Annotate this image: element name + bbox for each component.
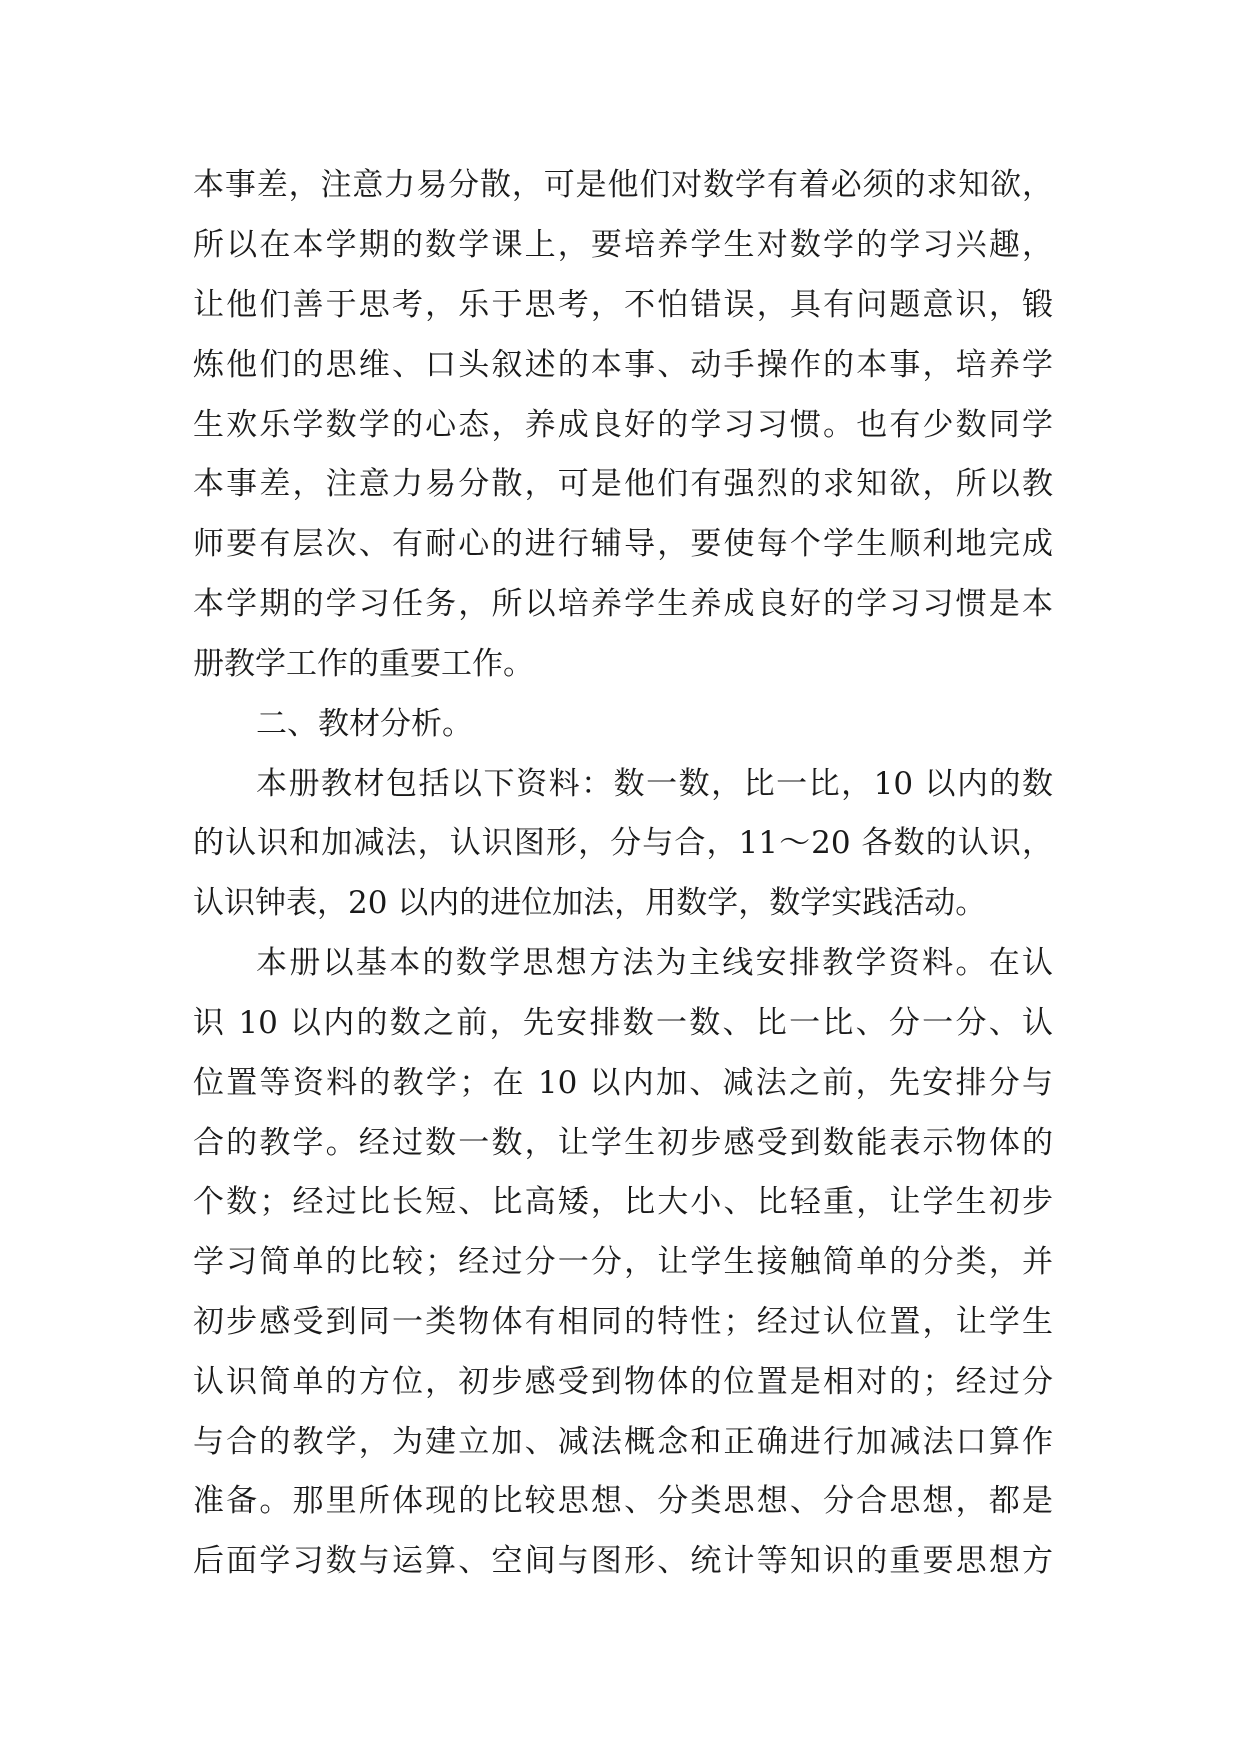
text-line: 所以在本学期的数学课上，要培养学生对数学的学习兴趣，	[193, 227, 1053, 263]
text-line: 后面学习数与运算、空间与图形、统计等知识的重要思想方	[193, 1543, 1053, 1579]
section-heading: 二、教材分析。	[256, 706, 473, 742]
text-line: 让他们善于思考，乐于思考，不怕错误，具有问题意识，锻	[193, 287, 1053, 323]
text-line: 位置等资料的教学；在 10 以内加、减法之前，先安排分与	[193, 1065, 1053, 1101]
paragraph-end-line: 册教学工作的重要工作。	[193, 646, 534, 682]
text-line: 本学期的学习任务，所以培养学生养成良好的学习习惯是本	[193, 586, 1053, 622]
text-line: 与合的教学，为建立加、减法概念和正确进行加减法口算作	[193, 1424, 1053, 1460]
paragraph-first-line: 本册以基本的数学思想方法为主线安排教学资料。在认	[256, 945, 1053, 981]
text-line: 初步感受到同一类物体有相同的特性；经过认位置，让学生	[193, 1304, 1053, 1340]
text-line: 合的教学。经过数一数，让学生初步感受到数能表示物体的	[193, 1125, 1053, 1161]
text-line: 的认识和加减法，认识图形，分与合，11～20 各数的认识，	[193, 825, 1053, 861]
text-line: 师要有层次、有耐心的进行辅导，要使每个学生顺利地完成	[193, 526, 1053, 562]
text-line: 炼他们的思维、口头叙述的本事、动手操作的本事，培养学	[193, 347, 1053, 383]
text-line: 本事差，注意力易分散，可是他们对数学有着必须的求知欲，	[193, 167, 1053, 203]
text-line: 准备。那里所体现的比较思想、分类思想、分合思想，都是	[193, 1483, 1053, 1519]
text-line: 认识简单的方位，初步感受到物体的位置是相对的；经过分	[193, 1364, 1053, 1400]
text-line: 学习简单的比较；经过分一分，让学生接触简单的分类，并	[193, 1244, 1053, 1280]
text-line: 个数；经过比长短、比高矮，比大小、比轻重，让学生初步	[193, 1184, 1053, 1220]
text-line: 本事差，注意力易分散，可是他们有强烈的求知欲，所以教	[193, 466, 1053, 502]
text-line: 识 10 以内的数之前，先安排数一数、比一比、分一分、认	[193, 1005, 1053, 1041]
paragraph-first-line: 本册教材包括以下资料：数一数，比一比，10 以内的数	[256, 766, 1053, 802]
paragraph-end-line: 认识钟表，20 以内的进位加法，用数学，数学实践活动。	[193, 885, 987, 921]
text-line: 生欢乐学数学的心态，养成良好的学习习惯。也有少数同学	[193, 407, 1053, 443]
